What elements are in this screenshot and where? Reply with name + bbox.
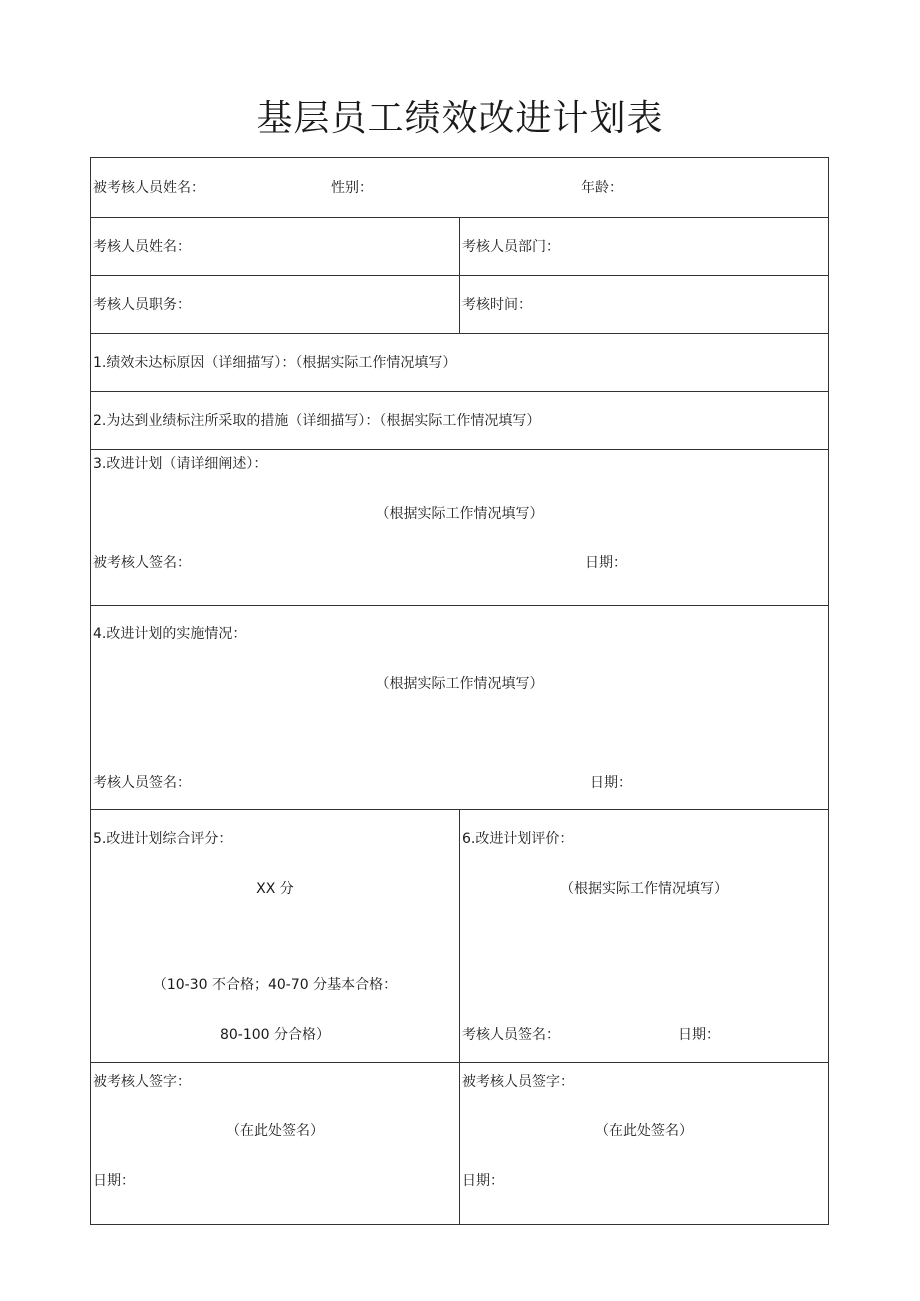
section-3-heading: 3.改进计划（请详细阐述）： — [93, 456, 268, 472]
section-6-date-label: 日期： — [678, 1027, 720, 1043]
section-4-date-label: 日期： — [590, 775, 632, 791]
assessor-sign-label: 被考核人员签字： — [462, 1074, 574, 1090]
assessor-sign-date-label: 日期： — [462, 1173, 504, 1189]
section-4-signature-label: 考核人员签名： — [93, 775, 191, 791]
assessment-time-label: 考核时间： — [462, 297, 532, 313]
section-1-text: 1.绩效未达标原因（详细描写）：（根据实际工作情况填写） — [93, 355, 457, 371]
section-6-placeholder: （根据实际工作情况填写） — [560, 881, 728, 897]
score-value: XX 分 — [256, 881, 294, 897]
assessor-dept-label: 考核人员部门： — [462, 239, 560, 255]
section-2-row — [91, 391, 828, 449]
gender-label: 性别： — [331, 180, 373, 196]
assessor-position-label: 考核人员职务： — [93, 297, 191, 313]
employee-sign-date-label: 日期： — [93, 1173, 135, 1189]
improvement-plan-form — [90, 157, 829, 1225]
age-label: 年龄： — [581, 180, 623, 196]
score-criteria-line-2: 80-100 分合格） — [219, 1027, 331, 1043]
section-6-signature-label: 考核人员签名： — [462, 1027, 560, 1043]
assessor-info-row — [91, 217, 828, 275]
employee-sign-placeholder: （在此处签名） — [226, 1123, 324, 1139]
section-5-6-row — [91, 809, 828, 1062]
section-4-row — [91, 605, 828, 809]
section-3-row — [91, 449, 828, 605]
assessor-position-row — [91, 275, 828, 333]
signature-row — [91, 1062, 828, 1224]
section-5-heading: 5.改进计划综合评分： — [93, 831, 233, 847]
employee-sign-label: 被考核人签字： — [93, 1074, 191, 1090]
section-6-heading: 6.改进计划评价： — [462, 831, 574, 847]
section-4-placeholder: （根据实际工作情况填写） — [375, 676, 544, 692]
assessor-sign-placeholder: （在此处签名） — [595, 1123, 693, 1139]
column-divider — [459, 1063, 460, 1224]
column-divider — [459, 810, 460, 1062]
section-3-placeholder: （根据实际工作情况填写） — [375, 506, 544, 522]
score-criteria-line-1: （10-30 不合格；40-70 分基本合格： — [152, 977, 398, 993]
page-title: 基层员工绩效改进计划表 — [256, 98, 664, 139]
employee-name-label: 被考核人员姓名： — [93, 180, 205, 196]
section-4-heading: 4.改进计划的实施情况： — [93, 626, 247, 642]
assessor-name-label: 考核人员姓名： — [93, 239, 191, 255]
section-3-signature-label: 被考核人签名： — [93, 555, 191, 571]
section-3-date-label: 日期： — [585, 555, 627, 571]
column-divider — [459, 276, 460, 333]
column-divider — [459, 218, 460, 275]
section-1-row — [91, 333, 828, 391]
employee-info-row — [91, 158, 828, 217]
section-2-text: 2.为达到业绩标注所采取的措施（详细描写）：（根据实际工作情况填写） — [93, 413, 541, 429]
